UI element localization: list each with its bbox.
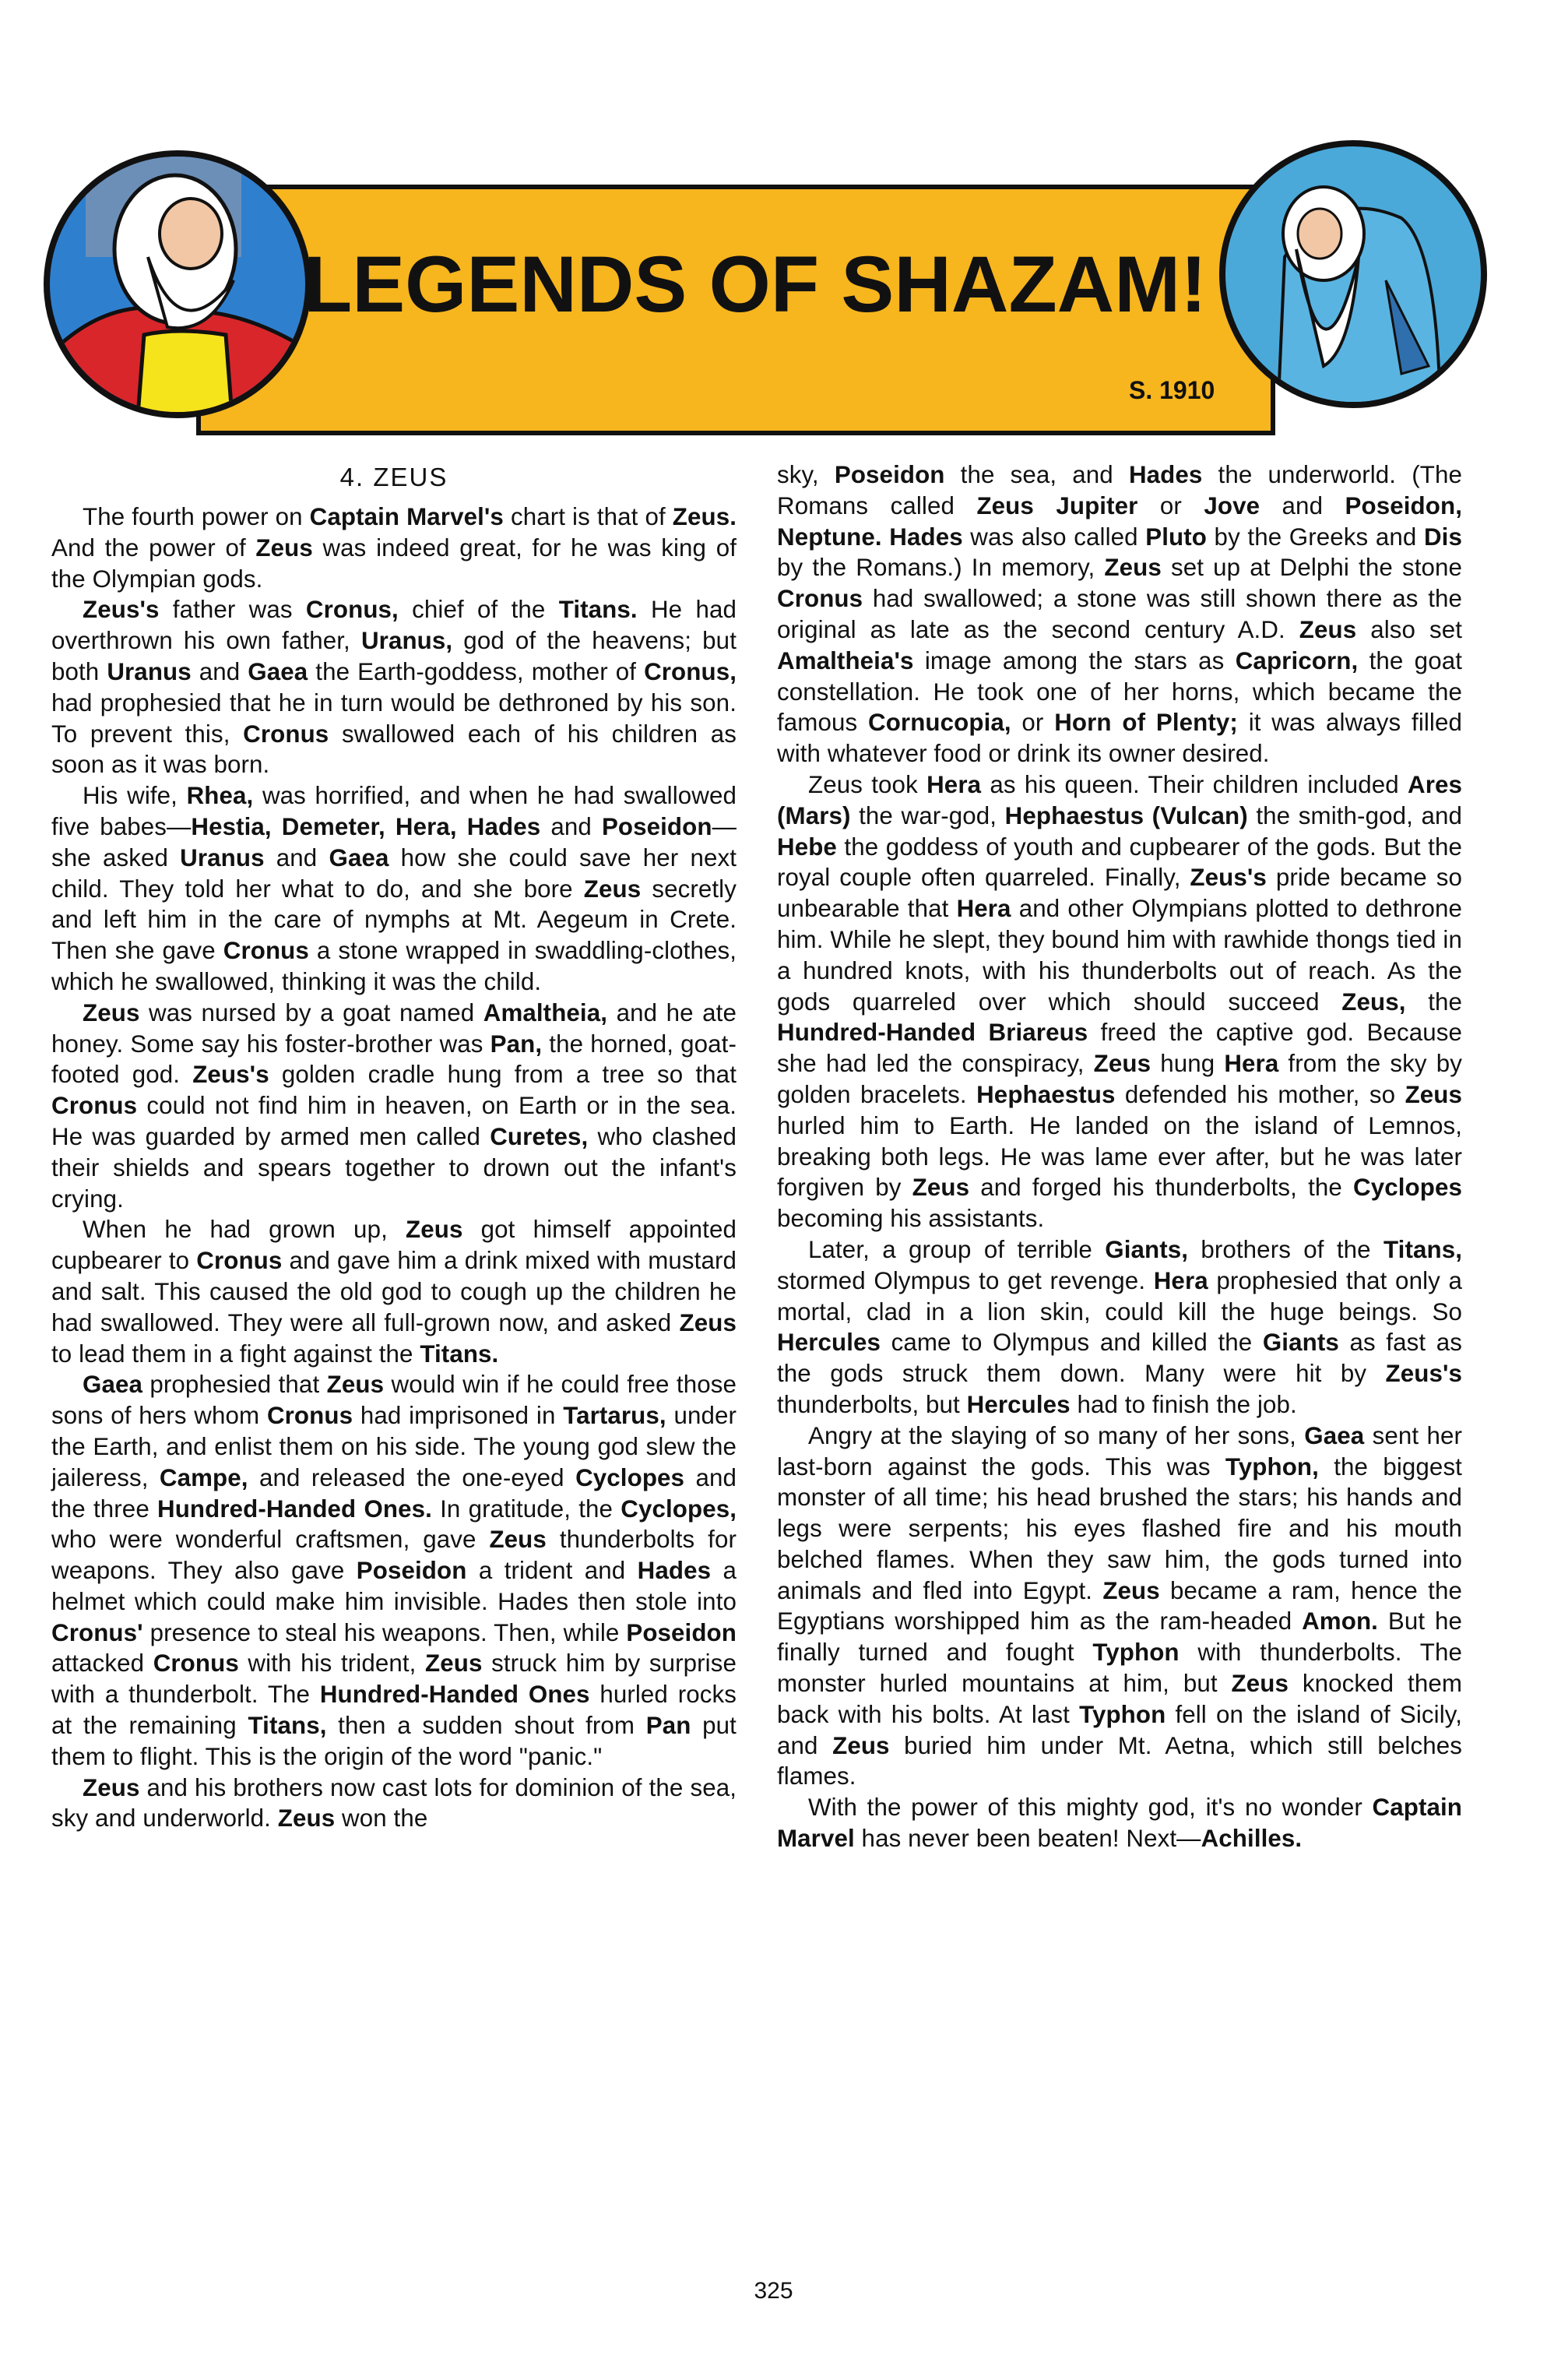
text-run: with his trident, bbox=[238, 1649, 426, 1678]
page-number: 325 bbox=[754, 2278, 793, 2304]
text-run: how she could save her next child. They told her what to do, and she bore bbox=[51, 843, 737, 903]
text-run: the war-god, bbox=[850, 801, 1005, 829]
text-run: or bbox=[1137, 491, 1204, 519]
bold-name: Hera bbox=[1153, 1266, 1208, 1294]
bold-name: Zeus, bbox=[1341, 988, 1406, 1016]
bold-name: Zeus bbox=[277, 1804, 336, 1833]
bold-name: Gaea bbox=[248, 657, 308, 685]
text-run: and the three bbox=[51, 1463, 737, 1523]
bold-name: Zeus bbox=[1104, 554, 1162, 582]
text-run: was indeed great, for he was king of the Olympian gods. bbox=[51, 533, 737, 593]
article-paragraph bbox=[51, 998, 737, 1215]
text-run: and forged his thunderbolts, the bbox=[969, 1174, 1354, 1202]
article-paragraph bbox=[777, 1421, 1462, 1793]
text-run: was also called bbox=[962, 523, 1146, 551]
bold-name: Poseidon, Neptune. Hades bbox=[777, 491, 1462, 551]
text-run: But he finally turned and fought bbox=[777, 1607, 1462, 1667]
bold-name: Captain Marvel bbox=[777, 1794, 1462, 1853]
bold-name: Pluto bbox=[1145, 523, 1207, 551]
bold-name: Cyclopes bbox=[1353, 1174, 1462, 1202]
article-paragraph bbox=[777, 769, 1462, 1234]
text-run: the biggest monster of all time; his head brushed the stars; his hands and legs were serpents; his eyes flashed fire and his mouth belched flames. When they saw him, the gods turned into animals and fled into Egypt. bbox=[777, 1452, 1462, 1604]
article-paragraph bbox=[51, 1773, 737, 1835]
text-run: The fourth power on bbox=[83, 503, 310, 530]
text-run: was horrified, and when he had swallowed five babes— bbox=[51, 782, 737, 840]
bold-name: Jove bbox=[1204, 491, 1260, 519]
bold-name: Hephaestus (Vulcan) bbox=[1004, 801, 1248, 829]
text-run: buried him under Mt. Aetna, which still belches flames. bbox=[777, 1731, 1462, 1790]
bold-name: Hera bbox=[926, 770, 982, 798]
text-run: knocked them back with his bolts. At last bbox=[777, 1670, 1462, 1728]
text-run: defended his mother, so bbox=[1115, 1080, 1405, 1108]
bold-name: Titans. bbox=[558, 596, 638, 624]
bold-name: Cronus bbox=[266, 1402, 353, 1430]
article-paragraph bbox=[51, 1369, 737, 1772]
bold-name: Zeus bbox=[1102, 1576, 1160, 1604]
text-run: the horned, goat-footed god. bbox=[51, 1030, 737, 1089]
text-run: golden cradle hung from a tree so that bbox=[269, 1061, 737, 1089]
bold-name: Zeus bbox=[489, 1526, 547, 1554]
bold-name: Zeus bbox=[1405, 1080, 1463, 1108]
text-run: the bbox=[1405, 988, 1463, 1016]
bold-name: Hera bbox=[956, 895, 1011, 923]
text-run: He had overthrown his own father, bbox=[51, 596, 737, 655]
text-run: chart is that of bbox=[503, 503, 673, 530]
bold-name: Gaea bbox=[329, 843, 389, 871]
right-column-body bbox=[777, 459, 1462, 1854]
text-run: as his queen. Their children included bbox=[981, 770, 1408, 798]
bold-name: Zeus's bbox=[1385, 1360, 1462, 1388]
text-run: father was bbox=[159, 596, 306, 624]
article-column-right bbox=[777, 459, 1462, 1854]
text-run: And the power of bbox=[51, 533, 256, 562]
text-run: pride became so unbearable that bbox=[777, 864, 1462, 923]
text-run: would win if he could free those sons of hers whom bbox=[51, 1371, 737, 1430]
article-paragraph bbox=[51, 502, 737, 594]
text-run: hurled him to Earth. He landed on the island of Lemnos, breaking both legs. He was lame ever after, but he was later forgiven by bbox=[777, 1111, 1462, 1202]
bold-name: Curetes, bbox=[490, 1122, 589, 1150]
bold-name: Zeus bbox=[83, 998, 140, 1026]
text-run: hurled rocks at the remaining bbox=[51, 1681, 737, 1740]
bold-name: Hercules bbox=[777, 1329, 881, 1357]
text-run: secretly and left him in the care of nymphs at Mt. Aegeum in Crete. Then she gave bbox=[51, 875, 737, 965]
bold-name: Cronus, bbox=[644, 657, 737, 685]
bold-name: Amaltheia, bbox=[483, 998, 608, 1026]
text-run: could not find him in heaven, on Earth or in the sea. He was guarded by armed men called bbox=[51, 1092, 737, 1150]
text-run: a trident and bbox=[466, 1557, 638, 1585]
bold-name: Uranus, bbox=[360, 627, 453, 655]
bold-name: Zeus bbox=[1299, 615, 1357, 643]
bold-name: Capricorn, bbox=[1235, 646, 1359, 674]
text-run: had prophesied that he in turn would be dethroned by his son. To prevent this, bbox=[51, 688, 737, 748]
bold-name: Ares (Mars) bbox=[777, 770, 1463, 829]
text-run: thunderbolts, but bbox=[777, 1390, 967, 1418]
text-run: In gratitude, the bbox=[431, 1495, 621, 1523]
text-run: by the Romans.) In memory, bbox=[777, 554, 1105, 582]
bold-name: Hera bbox=[1224, 1050, 1279, 1078]
text-run: —she asked bbox=[51, 812, 737, 871]
bold-name: Zeus bbox=[406, 1216, 463, 1244]
text-run: Later, a group of terrible bbox=[808, 1235, 1106, 1263]
text-run: fell on the island of Sicily, and bbox=[777, 1700, 1462, 1759]
article-paragraph bbox=[777, 1792, 1462, 1854]
text-run: prophesied that bbox=[142, 1371, 327, 1399]
text-run: under the Earth, and enlist them on his side. The young god slew the jaileress, bbox=[51, 1402, 737, 1491]
text-run: and released the one-eyed bbox=[248, 1463, 576, 1491]
text-run: Zeus took bbox=[808, 770, 927, 798]
left-column-body bbox=[51, 502, 737, 1834]
text-run: chief of the bbox=[398, 596, 559, 624]
bold-name: Zeus bbox=[912, 1174, 970, 1202]
bold-name: Titans, bbox=[248, 1712, 327, 1740]
text-run: the sea, and bbox=[944, 461, 1129, 488]
text-run: from the sky by golden bracelets. bbox=[777, 1050, 1462, 1108]
bold-name: Rhea, bbox=[186, 782, 254, 810]
text-run: as fast as the gods struck them down. Many were hit by bbox=[777, 1329, 1462, 1388]
text-run: and bbox=[264, 843, 329, 871]
text-run: prophesied that only a mortal, clad in a lion skin, could kill the huge beings. So bbox=[777, 1266, 1462, 1326]
text-run: brothers of the bbox=[1188, 1235, 1384, 1263]
text-run: and other Olympians plotted to dethrone him. While he slept, they bound him with rawhide thongs tied in a hundred knots, with his thunderbolts out of reach. As the gods quarreled over which should succeed bbox=[777, 895, 1462, 1016]
text-run: was nursed by a goat named bbox=[139, 998, 483, 1026]
text-run: got himself appointed cupbearer to bbox=[51, 1216, 737, 1275]
text-run: also set bbox=[1356, 615, 1462, 643]
text-run: god of the heavens; but both bbox=[51, 627, 737, 685]
text-run: the goddess of youth and cupbearer of the gods. But the royal couple often quarreled. Finally, bbox=[777, 833, 1462, 892]
text-run: had to finish the job. bbox=[1070, 1390, 1297, 1418]
text-run: the goat constellation. He took one of her horns, which became the famous bbox=[777, 646, 1462, 737]
text-run: had swallowed; a stone was still shown there as the original as late as the second century A.D. bbox=[777, 585, 1462, 643]
bold-name: Titans, bbox=[1384, 1235, 1462, 1263]
bold-name: Cronus bbox=[51, 1092, 138, 1120]
bold-name: Gaea bbox=[83, 1371, 142, 1399]
bold-name: Zeus. bbox=[672, 503, 737, 530]
bold-name: Dis bbox=[1423, 523, 1462, 551]
bold-name: Typhon bbox=[1079, 1700, 1166, 1728]
text-run: set up at Delphi the stone bbox=[1161, 554, 1463, 582]
bold-name: Uranus bbox=[180, 843, 265, 871]
text-run: became a ram, hence the Egyptians worshipped him as the ram-headed bbox=[777, 1576, 1462, 1635]
bold-name: Amaltheia's bbox=[777, 646, 914, 674]
text-run: and bbox=[191, 657, 248, 685]
bold-name: Cronus, bbox=[305, 596, 399, 624]
text-run: and he ate honey. Some say his foster-brother was bbox=[51, 998, 737, 1058]
artist-signature: S. 1910 bbox=[1129, 376, 1215, 404]
text-run: attacked bbox=[51, 1649, 153, 1678]
text-run: and bbox=[1260, 491, 1345, 519]
text-run: His wife, bbox=[83, 782, 187, 810]
text-run: it was always filled with whatever food or drink its owner desired. bbox=[777, 709, 1462, 768]
text-run: sent her last-born against the gods. This was bbox=[777, 1421, 1462, 1480]
bold-name: Hestia, Demeter, Hera, Hades bbox=[191, 812, 541, 840]
text-run: has never been beaten! Next— bbox=[854, 1825, 1201, 1853]
bold-name: Cornucopia, bbox=[868, 709, 1011, 737]
bold-name: Typhon, bbox=[1225, 1452, 1319, 1480]
bold-name: Zeus Jupiter bbox=[976, 491, 1138, 519]
article-column-left bbox=[51, 459, 737, 1834]
article-paragraph bbox=[51, 594, 737, 780]
text-run: the Earth-goddess, mother of bbox=[308, 657, 645, 685]
article-paragraph bbox=[51, 1214, 737, 1369]
bold-name: Tartarus, bbox=[563, 1402, 666, 1430]
bold-name: Cyclopes, bbox=[621, 1495, 737, 1523]
text-run: and his brothers now cast lots for dominion of the sea, sky and underworld. bbox=[51, 1773, 737, 1833]
bold-name: Hephaestus bbox=[976, 1080, 1116, 1108]
bold-name: Zeus bbox=[679, 1308, 737, 1336]
text-run: a stone wrapped in swaddling-clothes, which he swallowed, thinking it was the child. bbox=[51, 937, 737, 995]
text-run: sky, bbox=[777, 461, 835, 488]
bold-name: Zeus's bbox=[1190, 864, 1267, 892]
text-run: by the Greeks and bbox=[1206, 523, 1424, 551]
text-run: the underworld. (The Romans called bbox=[777, 461, 1462, 519]
text-run: came to Olympus and killed the bbox=[881, 1329, 1263, 1357]
bold-name: Pan, bbox=[490, 1030, 543, 1058]
bold-name: Horn of Plenty; bbox=[1054, 709, 1238, 737]
bold-name: Cronus bbox=[243, 720, 329, 748]
text-run: becoming his assistants. bbox=[777, 1205, 1045, 1233]
text-run: swallowed each of his children as soon as it was born. bbox=[51, 720, 737, 779]
bold-name: Zeus bbox=[83, 1773, 140, 1801]
text-run: to lead them in a fight against the bbox=[51, 1340, 420, 1368]
article-paragraph bbox=[777, 459, 1462, 769]
bold-name: Poseidon bbox=[601, 812, 712, 840]
text-run: thunderbolts for weapons. They also gave bbox=[51, 1526, 737, 1585]
text-run: the smith-god, and bbox=[1247, 801, 1462, 829]
text-run: presence to steal his weapons. Then, while bbox=[142, 1618, 627, 1646]
bold-name: Typhon bbox=[1092, 1639, 1180, 1667]
article-paragraph bbox=[51, 780, 737, 998]
text-run: and bbox=[540, 812, 602, 840]
bold-name: Poseidon bbox=[626, 1618, 737, 1646]
bold-name: Zeus bbox=[326, 1371, 385, 1399]
text-run: With the power of this mighty god, it's no wonder bbox=[808, 1794, 1373, 1822]
bold-name: Giants bbox=[1262, 1329, 1339, 1357]
bold-name: Poseidon bbox=[834, 461, 945, 488]
text-run: When he had grown up, bbox=[83, 1216, 406, 1244]
text-run: or bbox=[1011, 709, 1055, 737]
article-paragraph bbox=[777, 1234, 1462, 1421]
bold-name: Zeus's bbox=[192, 1061, 269, 1089]
bold-name: Hebe bbox=[777, 833, 837, 861]
bold-name: Cronus bbox=[777, 585, 863, 613]
text-run: had imprisoned in bbox=[353, 1402, 564, 1430]
bold-name: Cyclopes bbox=[575, 1463, 685, 1491]
bold-name: Hades bbox=[637, 1557, 712, 1585]
bold-name: Zeus bbox=[832, 1731, 890, 1759]
text-run: put them to flight. This is the origin of the word "panic." bbox=[51, 1712, 737, 1770]
bold-name: Campe, bbox=[159, 1463, 248, 1491]
bold-name: Hundred-Handed Briareus bbox=[777, 1019, 1088, 1047]
bold-name: Zeus bbox=[425, 1649, 483, 1678]
bold-name: Cronus bbox=[196, 1247, 283, 1275]
article-heading: 4. ZEUS bbox=[339, 463, 448, 491]
text-run: and gave him a drink mixed with mustard and salt. This caused the old god to cough up the children he had swallowed. They were all full-grown now, and asked bbox=[51, 1247, 737, 1336]
bold-name: Amon. bbox=[1302, 1607, 1378, 1635]
bold-name: Hercules bbox=[966, 1390, 1071, 1418]
bold-name: Cronus bbox=[223, 937, 309, 965]
bold-name: Zeus bbox=[1231, 1670, 1289, 1698]
bold-name: Captain Marvel's bbox=[309, 503, 504, 530]
bold-name: Zeus bbox=[255, 533, 313, 562]
bold-name: Achilles. bbox=[1201, 1825, 1303, 1853]
bold-name: Zeus bbox=[583, 875, 642, 903]
bold-name: Gaea bbox=[1304, 1421, 1365, 1449]
bold-name: Giants, bbox=[1105, 1235, 1189, 1263]
text-run: freed the captive god. Because she had led the conspiracy, bbox=[777, 1019, 1462, 1078]
bold-name: Poseidon bbox=[356, 1557, 467, 1585]
bold-name: Pan bbox=[645, 1712, 691, 1740]
text-run: image among the stars as bbox=[913, 646, 1236, 674]
bold-name: Hundred-Handed Ones bbox=[319, 1681, 590, 1709]
text-run: with thunderbolts. The monster hurled mountains at him, but bbox=[777, 1639, 1462, 1698]
bold-name: Zeus bbox=[1093, 1050, 1151, 1078]
text-run: won the bbox=[335, 1804, 428, 1833]
text-run: who were wonderful craftsmen, gave bbox=[51, 1526, 490, 1554]
bold-name: Uranus bbox=[107, 657, 192, 685]
bold-name: Titans. bbox=[420, 1340, 499, 1368]
bold-name: Zeus's bbox=[83, 596, 160, 624]
text-run: who clashed their shields and spears together to drown out the infant's crying. bbox=[51, 1122, 737, 1213]
text-run: Angry at the slaying of so many of her sons, bbox=[808, 1421, 1305, 1449]
bold-name: Hundred-Handed Ones. bbox=[157, 1495, 432, 1523]
text-run: a helmet which could make him invisible. Hades then stole into bbox=[51, 1557, 737, 1615]
text-run: struck him by surprise with a thunderbolt. The bbox=[51, 1649, 737, 1709]
bold-name: Cronus bbox=[153, 1649, 239, 1678]
banner-title: LEGENDS OF SHAZAM! bbox=[304, 240, 1207, 329]
text-run: then a sudden shout from bbox=[326, 1712, 646, 1740]
text-run: stormed Olympus to get revenge. bbox=[777, 1266, 1154, 1294]
text-run: hung bbox=[1151, 1050, 1225, 1078]
bold-name: Hades bbox=[1128, 461, 1203, 488]
title-banner bbox=[0, 0, 1547, 436]
bold-name: Cronus' bbox=[51, 1618, 143, 1646]
